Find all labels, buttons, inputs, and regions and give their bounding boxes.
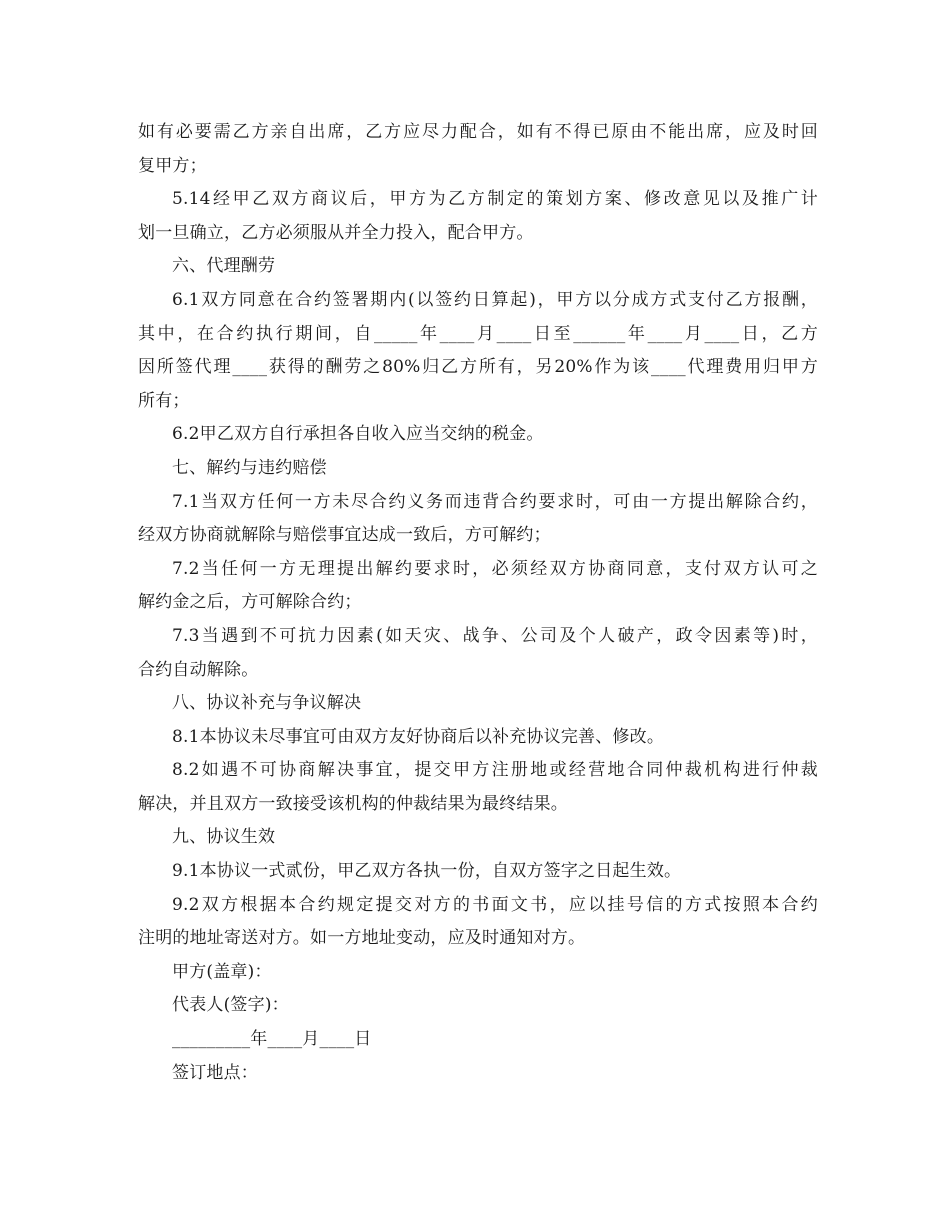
text-line: 划一旦确立，乙方必须服从并全力投入，配合甲方。	[138, 222, 534, 243]
text-line: 所有；	[138, 390, 190, 411]
clause-5-14: 5.14经甲乙双方商议后，甲方为乙方制定的策划方案、修改意见以及推广计	[172, 189, 818, 210]
clause-8-1: 8.1本协议未尽事宜可由双方友好协商后以补充协议完善、修改。	[172, 726, 665, 747]
clause-6-1: 6.1双方同意在合约签署期内(以签约日算起)，甲方以分成方式支付乙方报酬，	[172, 289, 818, 310]
clause-9-2: 9.2双方根据本合约规定提交对方的书面文书，应以挂号信的方式按照本合约	[172, 894, 818, 915]
text-line: 解约金之后，方可解除合约；	[138, 592, 362, 613]
signing-place-label: 签订地点：	[172, 1062, 258, 1083]
clause-9-1: 9.1本协议一式贰份，甲乙双方各执一份，自双方签字之日起生效。	[172, 861, 682, 882]
clause-7-3: 7.3当遇到不可抗力因素(如天灾、战争、公司及个人破产，政令因素等)时，	[172, 625, 818, 646]
clause-8-2: 8.2如遇不可协商解决事宜，提交甲方注册地或经营地合同仲裁机构进行仲裁	[172, 760, 818, 781]
text-line: 如有必要需乙方亲自出席，乙方应尽力配合，如有不得已原由不能出席，应及时回	[138, 122, 818, 142]
text-line: 其中，在合约执行期间，自_____年____月____日至______年____月____日，乙方	[138, 323, 818, 344]
section-heading-8: 八、协议补充与争议解决	[172, 693, 362, 714]
text-line: 解决，并且双方一致接受该机构的仲裁结果为最终结果。	[138, 793, 568, 814]
clause-7-1: 7.1当双方任何一方未尽合约义务而违背合约要求时，可由一方提出解除合约，	[172, 491, 818, 512]
section-heading-9: 九、协议生效	[172, 827, 276, 848]
party-a-seal-label: 甲方(盖章)：	[172, 961, 272, 982]
text-line: 合约自动解除。	[138, 659, 259, 680]
representative-signature-label: 代表人(签字)：	[172, 995, 289, 1016]
clause-7-2: 7.2当任何一方无理提出解约要求时，必须经双方协商同意，支付双方认可之	[172, 558, 818, 579]
text-line: 经双方协商就解除与赔偿事宜达成一致后，方可解约；	[138, 525, 551, 546]
document-body	[138, 116, 818, 1090]
section-heading-6: 六、代理酬劳	[172, 256, 276, 277]
text-line: 复甲方；	[138, 155, 207, 176]
date-line: _________年____月____日	[172, 1029, 372, 1050]
text-line: 注明的地址寄送对方。如一方地址变动，应及时通知对方。	[138, 928, 586, 949]
text-line: 因所签代理____获得的酬劳之80%归乙方所有，另20%作为该____代理费用归甲方	[138, 357, 818, 378]
clause-6-2: 6.2甲乙双方自行承担各自收入应当交纳的税金。	[172, 424, 544, 445]
section-heading-7: 七、解约与违约赔偿	[172, 457, 327, 478]
